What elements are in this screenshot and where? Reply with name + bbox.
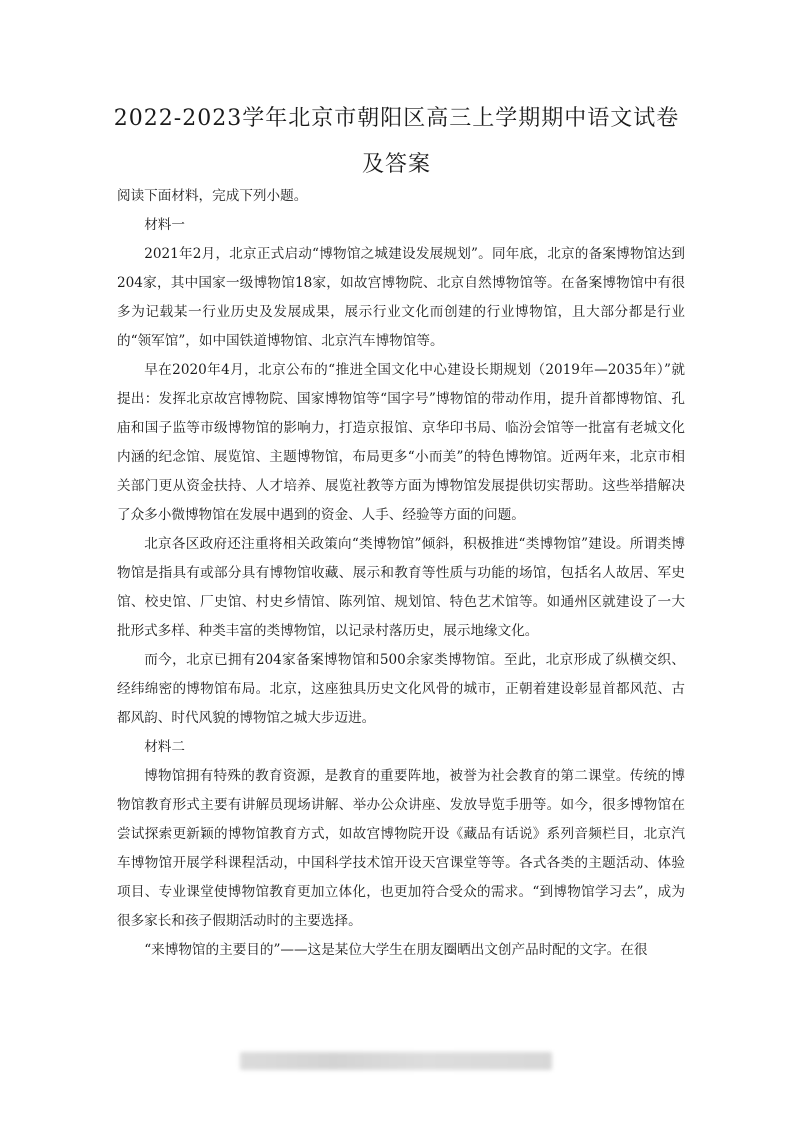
document-body	[117, 182, 685, 965]
material-one-paragraph: 早在2020年4月，北京公布的“推进全国文化中心建设长期规划（2019年—2035年）”就提出：发挥北京故宫博物院、国家博物馆等“国字号”博物馆的带动作用，提升首都博物馆、孔庙和国子监等市级博物馆的影响力，打造京报馆、京华印书局、临汾会馆等一批富有老城文化内涵的纪念馆、展览馆、主题博物馆，布局更多“小而美”的特色博物馆。近两年来，北京市相关部门更从资金扶持、人才培养、展览社教等方面为博物馆发展提供切实帮助。这些举措解决了众多小微博物馆在发展中遇到的资金、人手、经验等方面的问题。	[117, 362, 685, 523]
material-one-paragraph: 北京各区政府还注重将相关政策向“类博物馆”倾斜，积极推进“类博物馆”建设。所谓类博物馆是指具有或部分具有博物馆收藏、展示和教育等性质与功能的场馆，包括名人故居、军史馆、校史馆、厂史馆、村史乡情馆、陈列馆、规划馆、特色艺术馆等。如通州区就建设了一大批形式多样、种类丰富的类博物馆，以记录村落历史，展示地缘文化。	[117, 536, 685, 639]
material-one-heading: 材料一	[144, 217, 185, 233]
instruction-text: 阅读下面材料，完成下列小题。	[117, 188, 308, 204]
material-two-paragraph: “来博物馆的主要目的”——这是某位大学生在朋友圈晒出文创产品时配的文字。在很	[144, 942, 648, 958]
material-one-paragraph: 2021年2月，北京正式启动“博物馆之城建设发展规划”。同年底，北京的备案博物馆达到204家，其中国家一级博物馆18家，如故宫博物院、北京自然博物馆等。在备案博物馆中有很多为记载某一行业历史及发展成果，展示行业文化而创建的行业博物馆，且大部分都是行业的“领军馆”，如中国铁道博物馆、北京汽车博物馆等。	[117, 246, 685, 349]
material-two-heading: 材料二	[144, 739, 185, 755]
material-two-paragraph: 博物馆拥有特殊的教育资源，是教育的重要阵地，被誉为社会教育的第二课堂。传统的博物馆教育形式主要有讲解员现场讲解、举办公众讲座、发放导览手册等。如今，很多博物馆在尝试探索更新颖的博物馆教育方式，如故宫博物院开设《藏品有话说》系列音频栏目，北京汽车博物馆开展学科课程活动，中国科学技术馆开设天宫课堂等等。各式各类的主题活动、体验项目、专业课堂使博物馆教育更加立体化，也更加符合受众的需求。“到博物馆学习去”，成为很多家长和孩子假期活动时的主要选择。	[117, 768, 685, 929]
blurred-footer	[240, 1052, 552, 1070]
document-title: 2022-2023学年北京市朝阳区高三上学期期中语文试卷及答案	[113, 106, 680, 177]
material-one-paragraph: 而今，北京已拥有204家备案博物馆和500余家类博物馆。至此，北京形成了纵横交织、经纬绵密的博物馆布局。北京，这座独具历史文化风骨的城市，正朝着建设彰显首都风范、古都风韵、时代风貌的博物馆之城大步迈进。	[117, 652, 685, 726]
